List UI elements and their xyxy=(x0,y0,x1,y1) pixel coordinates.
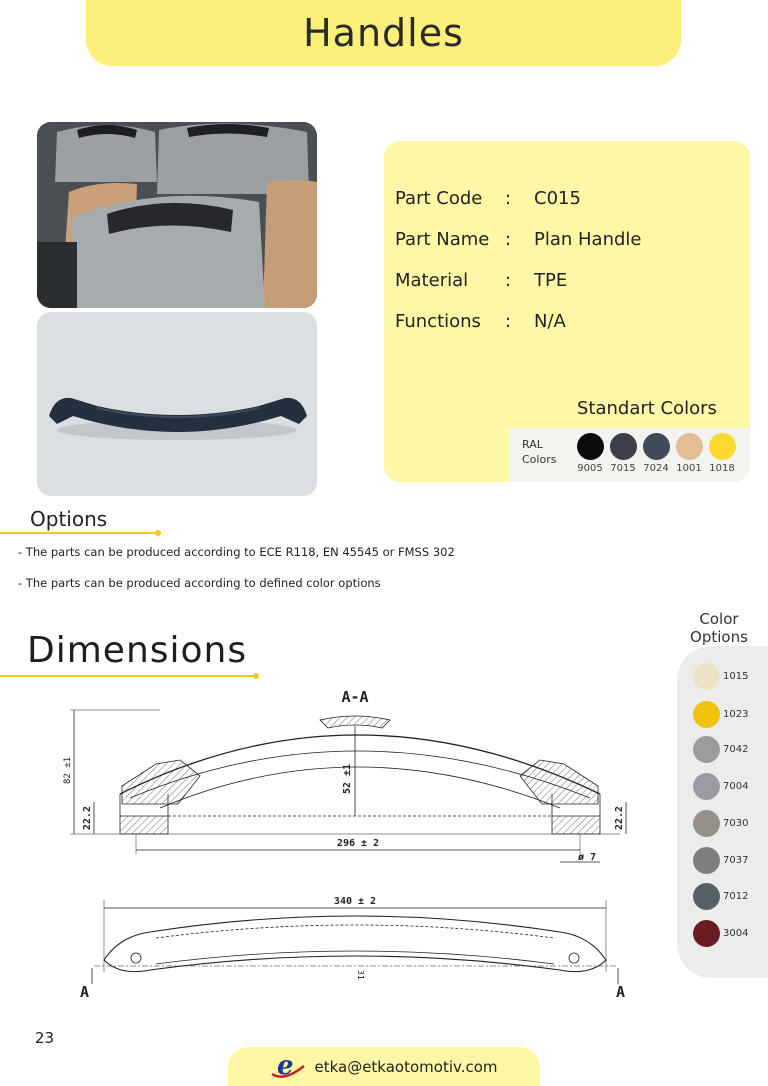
field-value: TPE xyxy=(534,270,568,291)
standard-colors-box xyxy=(509,428,750,482)
color-swatch xyxy=(609,433,637,474)
field-separator: : xyxy=(505,229,512,250)
color-dot xyxy=(693,810,720,837)
color-code: 7030 xyxy=(723,817,749,829)
color-dot xyxy=(643,433,670,460)
color-option xyxy=(693,846,748,874)
standard-colors-title: Standart Colors xyxy=(577,398,717,419)
field-value: N/A xyxy=(534,311,566,332)
company-logo xyxy=(270,1052,306,1082)
color-code: 7015 xyxy=(610,463,636,474)
color-dot xyxy=(693,663,720,690)
option-item: - The parts can be produced according to defined color options xyxy=(18,576,381,590)
dimensions-underline xyxy=(0,675,256,677)
color-code: 9005 xyxy=(577,463,603,474)
ral-label-line: Colors xyxy=(522,453,557,466)
color-code: 1001 xyxy=(676,463,702,474)
color-dot xyxy=(693,920,720,947)
color-option xyxy=(693,662,748,690)
color-dot xyxy=(676,433,703,460)
color-code: 7037 xyxy=(723,854,749,866)
color-options-title-line: Options xyxy=(690,628,748,646)
color-code: 7024 xyxy=(643,463,669,474)
product-photo-seats xyxy=(37,122,317,308)
field-separator: : xyxy=(505,188,512,209)
color-code: 1015 xyxy=(723,670,749,682)
color-option xyxy=(693,772,748,800)
color-swatch xyxy=(642,433,670,474)
height-inner-label: 52 ±1 xyxy=(342,763,353,794)
field-value: C015 xyxy=(534,188,581,209)
ral-colors-label xyxy=(522,437,556,467)
color-dot xyxy=(709,433,736,460)
color-dot xyxy=(693,736,720,763)
color-options-title xyxy=(680,610,758,646)
field-label: Part Name xyxy=(395,229,490,250)
color-dot xyxy=(577,433,604,460)
color-code: 7004 xyxy=(723,780,749,792)
foot-height-right-label: 22.2 xyxy=(614,805,625,830)
technical-drawing xyxy=(60,686,640,1006)
dimensions-heading: Dimensions xyxy=(27,630,248,671)
color-swatch xyxy=(675,433,703,474)
field-label: Functions xyxy=(395,311,481,332)
options-underline xyxy=(0,532,158,534)
foot-height-left-label: 22.2 xyxy=(82,805,93,830)
footer-contact xyxy=(228,1047,540,1086)
page-title: Handles xyxy=(303,11,464,55)
hole-span-label: 296 ± 2 xyxy=(336,838,380,849)
logo-letter: e xyxy=(277,1051,295,1081)
options-heading: Options xyxy=(30,507,108,531)
field-separator: : xyxy=(505,311,512,332)
color-dot xyxy=(693,701,720,728)
color-code: 1018 xyxy=(709,463,735,474)
color-code: 3004 xyxy=(723,927,749,939)
contact-email[interactable]: etka@etkaotomotiv.com xyxy=(314,1057,498,1076)
field-separator: : xyxy=(505,270,512,291)
cut-marker-left: A xyxy=(80,983,90,1001)
color-dot xyxy=(693,847,720,874)
color-code: 7042 xyxy=(723,743,749,755)
color-option xyxy=(693,735,748,763)
color-options-title-line: Color xyxy=(699,610,739,628)
hole-diameter-label: ø 7 xyxy=(578,852,597,863)
part-info-panel xyxy=(384,141,750,482)
bottom-thickness-label: 31 xyxy=(356,970,365,980)
color-options-panel xyxy=(677,646,768,978)
color-code: 1023 xyxy=(723,708,749,720)
section-label: A-A xyxy=(341,688,369,706)
product-photo-handle xyxy=(37,312,317,496)
color-swatch xyxy=(708,433,736,474)
color-option xyxy=(693,919,748,947)
page-title-banner xyxy=(86,0,681,66)
option-item: - The parts can be produced according to ECE R118, EN 45545 or FMSS 302 xyxy=(18,545,455,559)
color-dot xyxy=(610,433,637,460)
field-label: Material xyxy=(395,270,469,291)
color-dot xyxy=(693,773,720,800)
field-label: Part Code xyxy=(395,188,483,209)
color-dot xyxy=(693,883,720,910)
field-value: Plan Handle xyxy=(534,229,642,250)
overall-length-label: 340 ± 2 xyxy=(333,896,377,907)
height-total-label: 82 ±1 xyxy=(63,756,73,784)
cut-marker-right: A xyxy=(616,983,626,1001)
ral-label-line: RAL xyxy=(522,438,543,451)
page-number: 23 xyxy=(35,1029,55,1047)
color-option xyxy=(693,809,748,837)
color-swatch xyxy=(576,433,604,474)
color-option xyxy=(693,700,748,728)
color-code: 7012 xyxy=(723,890,749,902)
color-option xyxy=(693,882,748,910)
